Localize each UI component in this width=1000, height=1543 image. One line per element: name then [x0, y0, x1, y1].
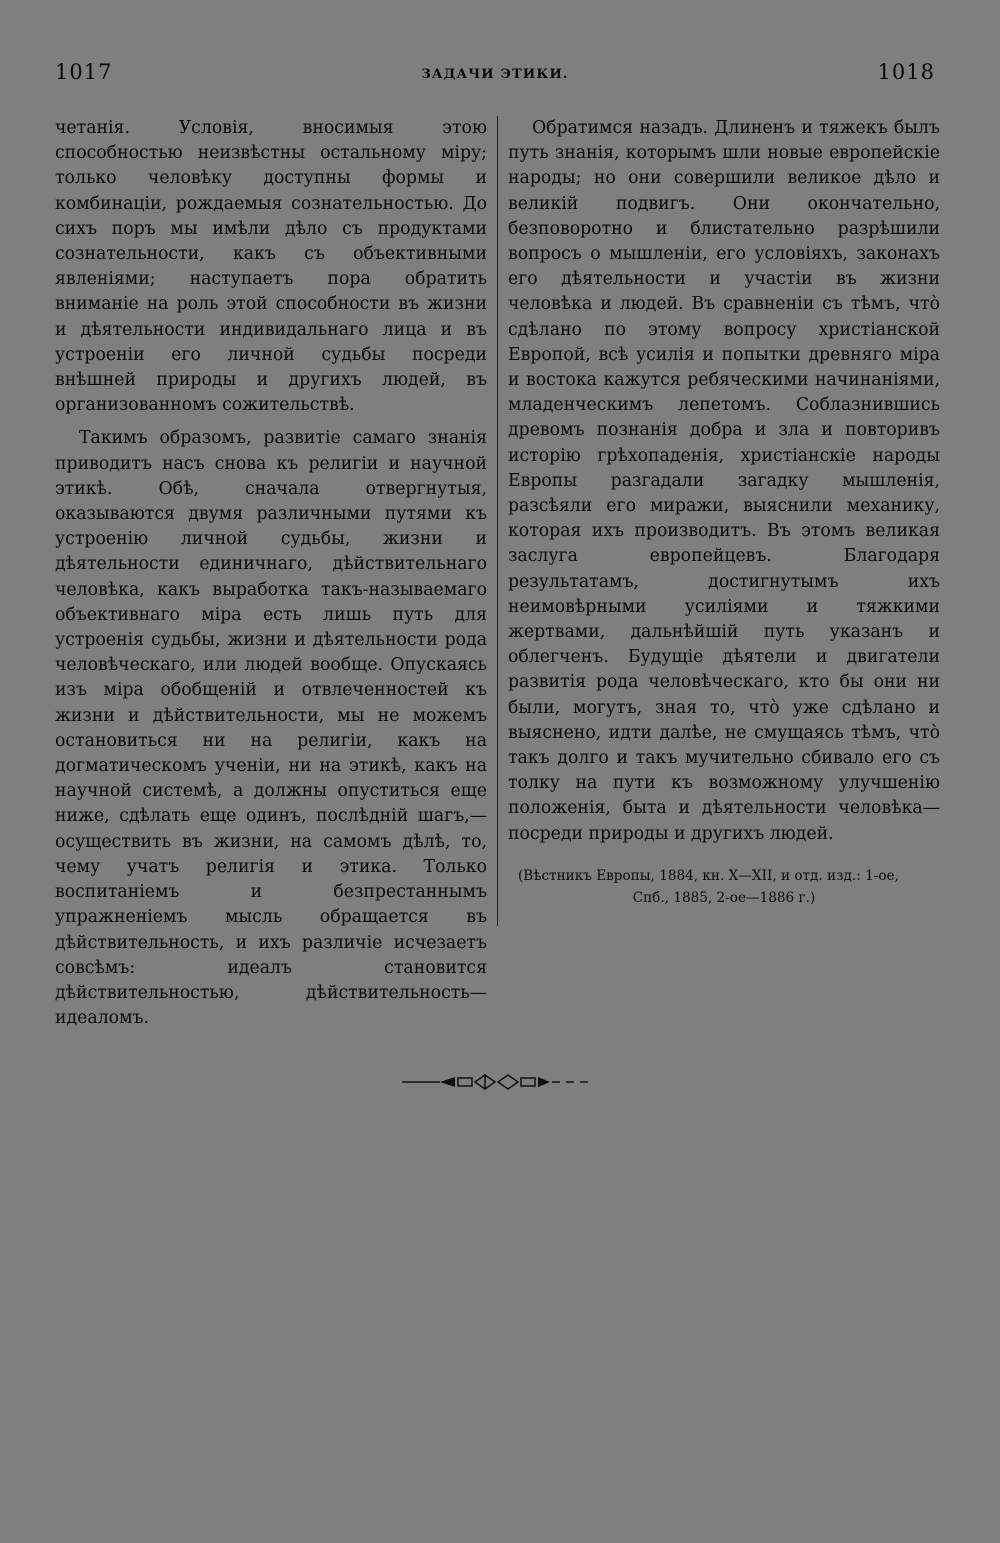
right-column: [508, 116, 940, 855]
column-divider: [497, 116, 498, 926]
citation-line-2: Спб., 1885, 2-ое—1886 г.): [632, 890, 816, 906]
left-paragraph-2: Такимъ образомъ, развитіе самаго знанія приводитъ насъ снова къ религіи и научной этикѣ. Обѣ, сначала отвергнутыя, оказываются двумя различными путями къ устроенію личной судьбы, жизни и дѣятельности единичнаго, дѣйствительнаго человѣка, какъ выработка такъ-называемаго объективнаго міра есть лишь путь для устроенія судьбы, жизни и дѣятельности рода человѣческаго, или людей вообще. Опускаясь изъ міра обобщеній и отвлеченностей къ жизни и дѣйствительности, мы не можемъ остановиться ни на религіи, какъ на догматическомъ ученіи, ни на этикѣ, какъ на научной системѣ, а должны опуститься еще ниже, сдѣлать еще одинъ, послѣдній шагъ,—осуществить въ жизни, на самомъ дѣлѣ, то, чему учатъ религія и этика. Только воспитаніемъ и безпрестаннымъ упражненіемъ мысль обращается въ дѣйствительность, и ихъ различіе исчезаетъ совсѣмъ: идеалъ становится дѣйствительностью, дѣйствительность—идеаломъ.: [55, 428, 487, 1029]
page-header: [55, 60, 935, 90]
page-number-right: 1018: [877, 60, 935, 84]
right-paragraph-1: Обратимся назадъ. Длиненъ и тяжекъ былъ путь знанія, которымъ шли новые европейскіе народы; но они совершили великое дѣло и великій подвигъ. Они окончательно, безповоротно и блистательно разрѣшили вопросъ о мышленіи, его условіяхъ, законахъ его дѣятельности и участіи въ жизни человѣка и людей. Въ сравненіи съ тѣмъ, что̀ сдѣлано по этому вопросу христіанской Европой, всѣ усилія и попытки древняго міра и востока кажутся ребяческими начинаніями, младенческимъ лепетомъ. Соблазнившись древомъ познанія добра и зла и повторивъ исторію грѣхопаденія, христіанскіе народы Европы разгадали загадку мышленія, разсѣяли его миражи, выяснили механику, которая ихъ производитъ. Въ этомъ великая заслуга европейцевъ. Благодаря результатамъ, достигнутымъ ихъ неимовѣрными усиліями и тяжкими жертвами, дальнѣйшій путь указанъ и облегченъ. Будущіе дѣятели и двигатели развитія рода человѣческаго, кто бы они ни были, могутъ, зная то, что̀ уже сдѣлано и выяснено, идти далѣе, не смущаясь тѣмъ, что̀ такъ долго и такъ мучительно сбивало его съ толку на пути къ возможному улучшенію положенія, быта и дѣятельности человѣка—посреди природы и другихъ людей.: [508, 118, 940, 844]
citation-line-1: (Вѣстникъ Европы, 1884, кн. X—XII, и отд. изд.: 1-ое,: [518, 868, 899, 884]
left-column: [55, 116, 487, 1039]
left-paragraph-1: четанія. Условія, вносимыя этою способностью неизвѣстны остальному міру; только человѣку доступны формы и комбинаціи, рождаемыя сознательностью. До сихъ поръ мы имѣли дѣло съ продуктами сознательности, какъ съ объективными явленіями; наступаетъ пора обратить вниманіе на роль этой способности въ жизни и дѣятельности индивидальнаго лица и въ устроеніи его личной судьбы посреди внѣшней природы и другихъ людей, въ организованномъ сожительствѣ.: [55, 118, 487, 416]
ornament-icon: [400, 1072, 590, 1092]
source-citation: [508, 865, 940, 909]
page-number-left: 1017: [55, 60, 113, 84]
running-title: ЗАДАЧИ ЭТИКИ.: [421, 67, 569, 82]
